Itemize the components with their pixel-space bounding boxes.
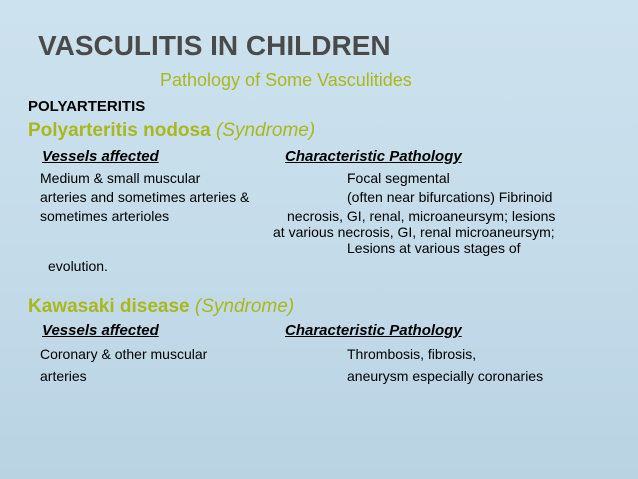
pan-pathology-line-5: Lesions at various stages of — [347, 240, 521, 256]
section-heading: POLYARTERITIS — [28, 98, 146, 115]
pan-vessels-line-2: arteries and sometimes arteries & — [40, 189, 250, 205]
pan-pathology-line-4: at various necrosis, GI, renal microaneursym; — [273, 224, 555, 240]
pan-pathology-line-2: (often near bifurcations) Fibrinoid — [347, 189, 553, 205]
kawasaki-vessels-header: Vessels affected — [42, 322, 159, 339]
pan-pathology-header: Characteristic Pathology — [285, 148, 462, 165]
pan-name: Polyarteritis nodosa — [28, 120, 211, 141]
pan-pathology-line-3: necrosis, GI, renal, microaneursym; lesions — [287, 208, 556, 224]
pan-vessels-line-1: Medium & small muscular — [40, 170, 201, 186]
pan-heading — [28, 120, 315, 142]
kawasaki-pathology-line-1: Thrombosis, fibrosis, — [347, 346, 477, 362]
kawasaki-pathology-header: Characteristic Pathology — [285, 322, 462, 339]
pan-type: (Syndrome) — [215, 120, 316, 141]
pan-vessels-line-3: sometimes arterioles — [40, 208, 170, 224]
slide-title: VASCULITIS IN CHILDREN — [38, 30, 391, 61]
kawasaki-name: Kawasaki disease — [28, 296, 190, 317]
slide-subtitle: Pathology of Some Vasculitides — [160, 70, 412, 90]
pan-pathology-line-1: Focal segmental — [347, 170, 450, 186]
pan-vessels-line-4: evolution. — [48, 258, 108, 274]
kawasaki-heading — [28, 296, 294, 318]
pan-vessels-header: Vessels affected — [42, 148, 159, 165]
kawasaki-vessels-line-1: Coronary & other muscular — [40, 346, 208, 362]
kawasaki-vessels-line-2: arteries — [40, 368, 87, 384]
kawasaki-type: (Syndrome) — [194, 296, 295, 317]
kawasaki-pathology-line-2: aneurysm especially coronaries — [347, 368, 544, 384]
